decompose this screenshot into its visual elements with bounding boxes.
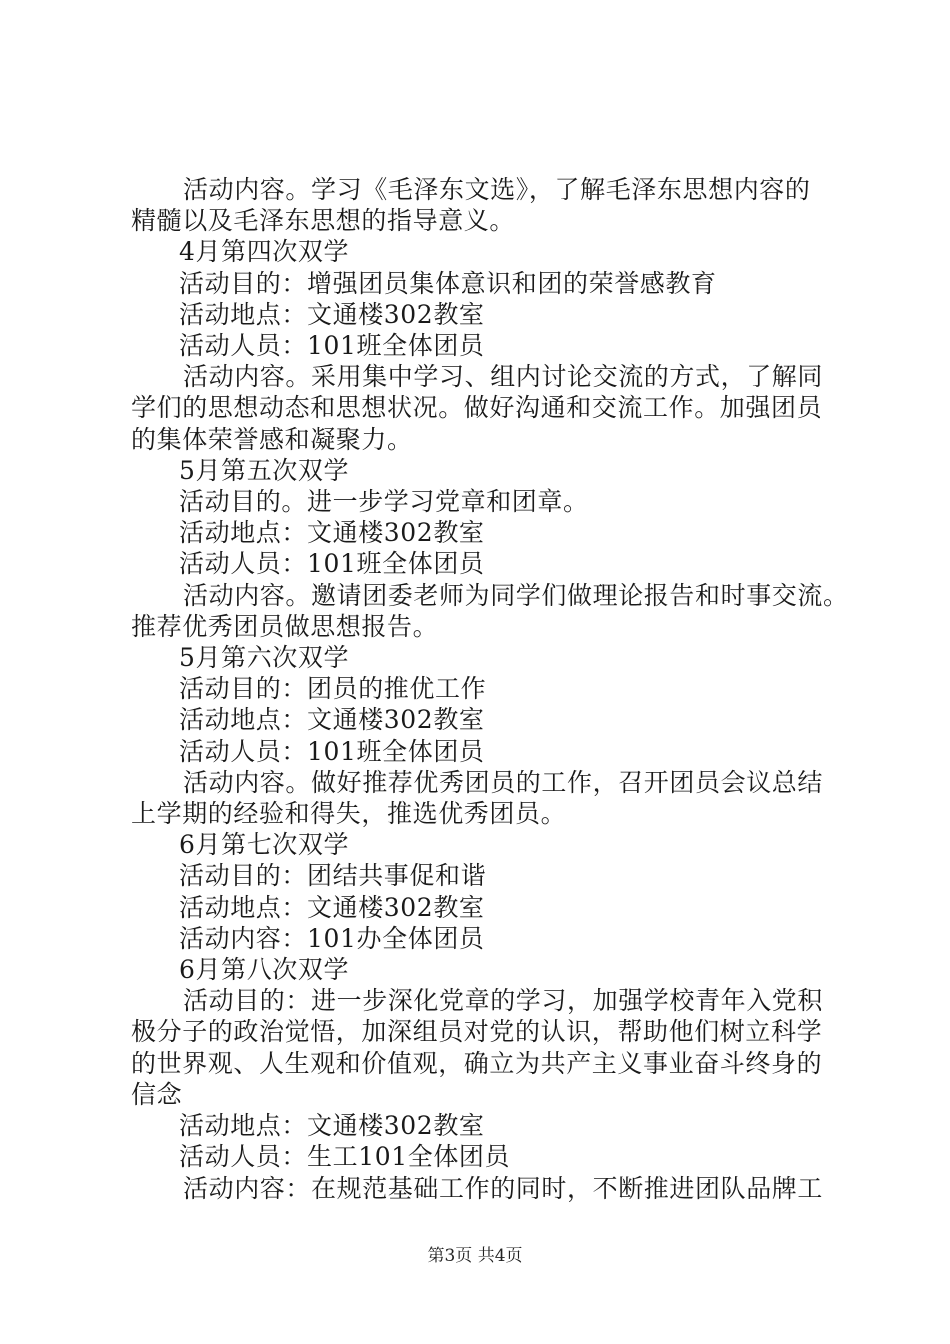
text-line: 活动目的：团员的推优工作 <box>179 674 487 704</box>
text-line: 活动内容。邀请团委老师为同学们做理论报告和时事交流。 <box>183 580 849 610</box>
text-line: 活动内容。做好推荐优秀团员的工作，召开团员会议总结 <box>183 767 824 797</box>
text-line: 活动地点：文通楼302教室 <box>179 892 485 922</box>
text-line: 活动内容。学习《毛泽东文选》，了解毛泽东思想内容的 <box>183 175 811 204</box>
text-line: 活动内容。采用集中学习、组内讨论交流的方式，了解同 <box>183 362 824 392</box>
text-line: 活动目的：进一步深化党章的学习，加强学校青年入党积 <box>183 986 824 1016</box>
text-line: 的集体荣誉感和凝聚力。 <box>131 424 413 454</box>
text-line: 4月第四次双学 <box>179 237 350 267</box>
text-line: 推荐优秀团员做思想报告。 <box>131 611 439 641</box>
text-line: 活动目的：团结共事促和谐 <box>179 861 487 891</box>
text-line: 活动地点：文通楼302教室 <box>179 705 485 735</box>
text-line: 活动人员：101班全体团员 <box>179 331 485 361</box>
text-line: 活动地点：文通楼302教室 <box>179 299 485 329</box>
page-footer: 第3页 共4页 <box>427 1246 523 1266</box>
text-line: 活动人员：生工101全体团员 <box>179 1142 511 1172</box>
text-line: 活动地点：文通楼302教室 <box>179 518 485 548</box>
text-line: 6月第七次双学 <box>179 830 350 860</box>
text-line: 的世界观、人生观和价值观，确立为共产主义事业奋斗终身的 <box>131 1048 823 1078</box>
text-line: 活动目的：增强团员集体意识和团的荣誉感教育 <box>179 268 717 298</box>
text-line: 学们的思想动态和思想状况。做好沟通和交流工作。加强团员 <box>131 393 823 423</box>
text-line: 5月第五次双学 <box>179 455 350 485</box>
text-line: 活动人员：101班全体团员 <box>179 549 485 579</box>
text-line: 活动人员：101班全体团员 <box>179 736 485 766</box>
text-line: 精髓以及毛泽东思想的指导意义。 <box>131 206 516 236</box>
text-line: 6月第八次双学 <box>179 955 350 985</box>
text-line: 上学期的经验和得失，推选优秀团员。 <box>131 799 567 829</box>
text-line: 极分子的政治觉悟，加深组员对党的认识，帮助他们树立科学 <box>131 1017 823 1047</box>
text-line: 活动内容：在规范基础工作的同时，不断推进团队品牌工 <box>183 1173 824 1203</box>
text-line: 活动内容：101办全体团员 <box>179 923 485 953</box>
document-body <box>131 174 851 1204</box>
text-line: 活动地点：文通楼302教室 <box>179 1111 485 1141</box>
text-line: 5月第六次双学 <box>179 643 350 673</box>
text-line: 信念 <box>131 1079 183 1109</box>
text-line: 活动目的。进一步学习党章和团章。 <box>179 487 589 517</box>
